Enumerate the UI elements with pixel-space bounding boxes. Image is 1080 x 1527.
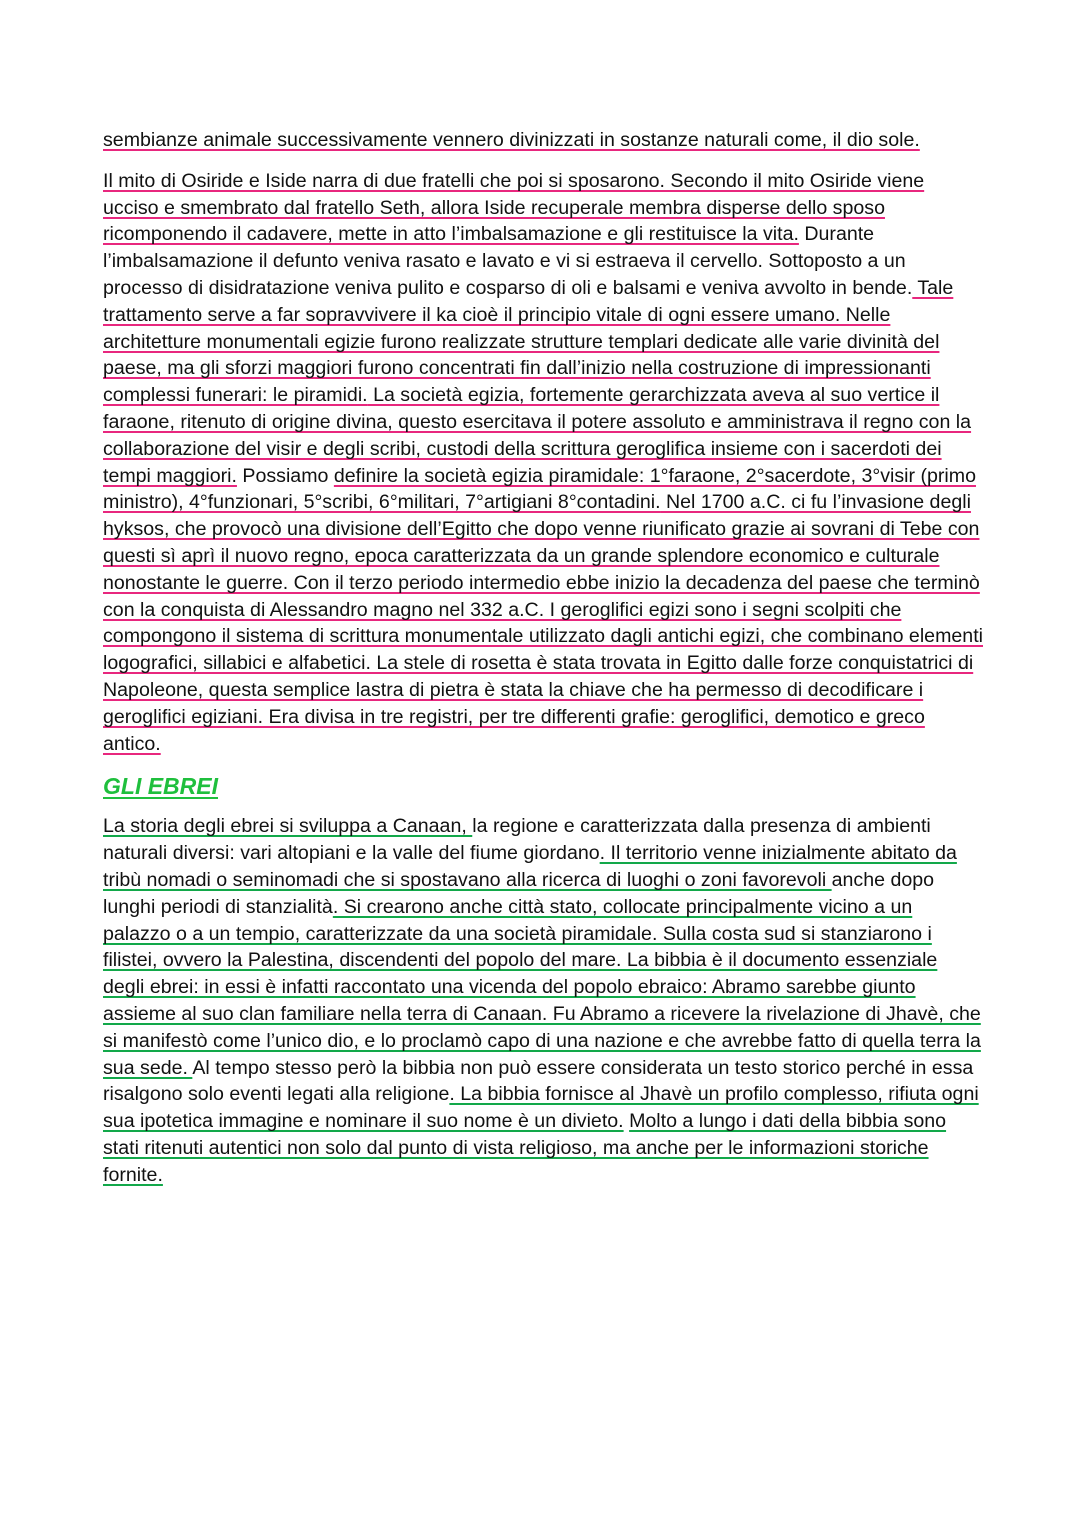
text-segment: Molto a lungo i dati della bibbia sono stati ritenuti autentici non solo dal punto di vista religioso, ma anche per le informazioni storiche fornite.: [103, 1110, 947, 1186]
paragraph-gap: [103, 154, 983, 168]
text-segment: La storia degli ebrei si sviluppa a Canaan,: [103, 815, 473, 838]
text-segment: Nel 1700 a.C. ci fu l’invasione degli hyksos, che provocò una divisione dell’Egitto che dopo venne riunificato grazie ai sovrani di Tebe con questi sì aprì il nuovo regno, epoca caratterizzata da un grande splendore economico e culturale nonostante le guerre. Con il terzo periodo intermedio ebbe inizio la decadenza del paese che terminò con la conquista di Alessandro magno nel 332 a.C. I geroglifici egizi sono i segni scolpiti che compongono il sistema di scrittura monumentale utilizzato dagli antichi egizi, che combinano elementi logografici, sillabici e alfabetici. La stele di rosetta è stata trovata in Egitto dalle forze conquistatrici di Napoleone, questa semplice lastra di pietra è stata la chiave che ha permesso di decodificare i geroglifici egiziani. Era divisa in tre registri, per tre differenti grafie: geroglifici, demotico e greco antico.: [103, 491, 983, 755]
text-segment: la regione e caratterizzata dalla presenza di ambienti naturali diversi: vari altopiani e la valle del fiume giordano: [103, 815, 931, 865]
document-page: [103, 127, 983, 1188]
hebrews-paragraph: [103, 813, 983, 1188]
section-heading-hebrews: GLI EBREI: [103, 773, 219, 800]
text-segment: sembianze animale successivamente vennero divinizzati in sostanze naturali come, il dio sole.: [103, 129, 920, 151]
text-segment: . La bibbia fornisce al Jhavè un profilo complesso, rifiuta ogni sua ipotetica immagine e nominare il suo nome è un divieto.: [103, 1083, 979, 1133]
text-segment: definire la società egizia piramidale: 1°faraone, 2°sacerdote, 3°visir (primo ministro), 4°funzionari, 5°scribi, 6°militari, 7°artigiani 8°contadini.: [103, 464, 976, 514]
text-segment: Possiamo: [236, 464, 334, 487]
text-segment: anche dopo lunghi periodi di stanzialità: [103, 868, 935, 918]
text-segment: Il mito di Osiride e Iside narra di due fratelli che poi si sposarono. Secondo il mito Osiride viene ucciso e smembrato dal fratello Seth, allora Iside recuperale membra disperse dello sposo ricomponendo il cadavere, mette in atto l’imbalsamazione e gli restituisce la vita.: [103, 169, 925, 246]
text-segment: Tale trattamento serve a far sopravvivere il ka cioè il principio vitale di ogni essere umano. Nelle architetture monumentali egizie furono realizzate strutture templari dedicate alle varie divinità del paese, ma gli sforzi maggiori furono concentrati fin dall’inizio nella costruzione di impressionanti complessi funerari: le piramidi.: [103, 276, 954, 407]
text-segment: Al tempo stesso però la bibbia non può essere considerata un testo storico perché in essa risalgono solo eventi legati alla religione: [103, 1056, 974, 1106]
text-segment: . Si crearono anche città stato, collocate principalmente vicino a un palazzo o a un tempio, caratterizzate da una società piramidale. Sulla costa sud si stanziarono i filistei, ovvero la Palestina, discendenti del popolo del mare. La bibbia è il documento essenziale degli ebrei: in essi è infatti raccontato una vicenda del popolo ebraico: Abramo sarebbe giunto assieme al suo clan familiare nella terra di Canaan. Fu Abramo a ricevere la rivelazione di Jhavè, che si manifestò come l’unico dio, e lo proclamò capo di una nazione e che avrebbe fatto di quella terra la sua sede.: [103, 895, 981, 1079]
text-segment: . Il territorio venne inizialmente abitato da tribù nomadi o seminomadi che si spostavano alla ricerca di luoghi o zoni favorevoli: [103, 842, 957, 891]
text-segment: La società egizia, fortemente gerarchizzata aveva al suo vertice il faraone, ritenuto di origine divina, questo esercitava il potere assoluto e amministrava il regno con la collaborazione del visir e degli scribi, custodi della scrittura geroglifica insieme con i sacerdoti dei tempi maggiori.: [103, 384, 972, 487]
egypt-paragraph-main: [103, 168, 983, 758]
egypt-paragraph-gods: [103, 127, 983, 154]
text-segment: Durante l’imbalsamazione il defunto veniva rasato e lavato e vi si estraeva il cervello. Sottoposto a un processo di disidratazione veniva pulito e cosparso di oli e balsami e veniva avvolto in bende.: [103, 223, 913, 299]
